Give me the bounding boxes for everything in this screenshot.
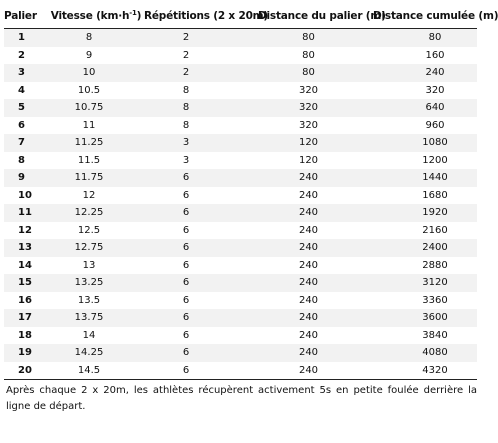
cell-distance-cumulee: 4080 [373, 344, 477, 362]
cell-repetitions: 8 [144, 117, 258, 135]
cell-distance-palier: 240 [258, 292, 373, 310]
table-row [4, 152, 477, 170]
cell-repetitions: 6 [144, 344, 258, 362]
table-row [4, 64, 477, 82]
table-row [4, 117, 477, 135]
cell-distance-cumulee: 1440 [373, 169, 477, 187]
cell-distance-palier: 240 [258, 222, 373, 240]
cell-palier: 12 [4, 222, 48, 240]
cell-distance-cumulee: 960 [373, 117, 477, 135]
cell-distance-palier: 120 [258, 152, 373, 170]
cell-vitesse: 14.5 [48, 362, 144, 380]
cell-repetitions: 2 [144, 29, 258, 47]
cell-palier: 1 [4, 29, 48, 47]
cell-vitesse: 11.5 [48, 152, 144, 170]
cell-distance-cumulee: 2160 [373, 222, 477, 240]
cell-repetitions: 6 [144, 327, 258, 345]
cell-distance-palier: 120 [258, 134, 373, 152]
cell-distance-cumulee: 2880 [373, 257, 477, 275]
table-row [4, 99, 477, 117]
header-vitesse-exponent: -1 [129, 9, 137, 17]
table-header [4, 4, 498, 29]
cell-vitesse: 12 [48, 187, 144, 205]
cell-distance-cumulee: 320 [373, 82, 477, 100]
cell-distance-palier: 80 [258, 64, 373, 82]
cell-distance-cumulee: 1920 [373, 204, 477, 222]
header-distance-cumulee: Distance cumulée (m) [373, 4, 477, 29]
cell-distance-cumulee: 1680 [373, 187, 477, 205]
table-row [4, 222, 477, 240]
cell-palier: 8 [4, 152, 48, 170]
cell-repetitions: 6 [144, 169, 258, 187]
cell-repetitions: 8 [144, 82, 258, 100]
header-palier: Palier [4, 4, 48, 29]
header-vitesse-close: ) [136, 10, 142, 22]
cell-distance-palier: 240 [258, 327, 373, 345]
cell-distance-cumulee: 3120 [373, 274, 477, 292]
cell-palier: 3 [4, 64, 48, 82]
cell-distance-cumulee: 640 [373, 99, 477, 117]
cell-palier: 13 [4, 239, 48, 257]
cell-vitesse: 12.25 [48, 204, 144, 222]
cell-palier: 5 [4, 99, 48, 117]
cell-vitesse: 13.75 [48, 309, 144, 327]
cell-distance-cumulee: 2400 [373, 239, 477, 257]
table-row [4, 292, 477, 310]
cell-distance-cumulee: 1080 [373, 134, 477, 152]
cell-repetitions: 3 [144, 134, 258, 152]
cell-vitesse: 11.25 [48, 134, 144, 152]
cell-vitesse: 10.5 [48, 82, 144, 100]
table-row [4, 134, 477, 152]
cell-distance-palier: 80 [258, 29, 373, 47]
cell-distance-palier: 240 [258, 169, 373, 187]
cell-vitesse: 14 [48, 327, 144, 345]
cell-palier: 2 [4, 47, 48, 65]
cell-distance-cumulee: 3840 [373, 327, 477, 345]
cell-palier: 9 [4, 169, 48, 187]
cell-palier: 18 [4, 327, 48, 345]
cell-distance-palier: 80 [258, 47, 373, 65]
cell-distance-palier: 240 [258, 239, 373, 257]
cell-repetitions: 6 [144, 239, 258, 257]
table-row [4, 274, 477, 292]
header-vitesse [48, 4, 144, 29]
cell-vitesse: 10 [48, 64, 144, 82]
cell-palier: 19 [4, 344, 48, 362]
header-vitesse-label: Vitesse (km·h [50, 10, 130, 22]
cell-repetitions: 8 [144, 99, 258, 117]
table-row [4, 362, 477, 380]
cell-palier: 20 [4, 362, 48, 380]
cell-palier: 11 [4, 204, 48, 222]
cell-repetitions: 6 [144, 292, 258, 310]
header-row [4, 4, 477, 29]
cell-repetitions: 2 [144, 47, 258, 65]
table-row [4, 204, 477, 222]
cell-vitesse: 13 [48, 257, 144, 275]
cell-palier: 6 [4, 117, 48, 135]
footnote: Après chaque 2 x 20m, les athlètes récupèrent activement 5s en petite foulée derrière la ligne de départ. [6, 385, 477, 412]
cell-palier: 14 [4, 257, 48, 275]
cell-vitesse: 8 [48, 29, 144, 47]
cell-distance-palier: 320 [258, 82, 373, 100]
cell-repetitions: 6 [144, 274, 258, 292]
cell-repetitions: 6 [144, 257, 258, 275]
table-row [4, 187, 477, 205]
cell-vitesse: 11 [48, 117, 144, 135]
cell-palier: 17 [4, 309, 48, 327]
cell-distance-cumulee: 240 [373, 64, 477, 82]
cell-vitesse: 13.5 [48, 292, 144, 310]
cell-distance-palier: 240 [258, 274, 373, 292]
table-row [4, 169, 477, 187]
cell-distance-cumulee: 3360 [373, 292, 477, 310]
cell-distance-palier: 240 [258, 187, 373, 205]
cell-distance-palier: 320 [258, 99, 373, 117]
table-row [4, 82, 477, 100]
cell-repetitions: 6 [144, 362, 258, 380]
cell-distance-palier: 240 [258, 257, 373, 275]
table-container [4, 4, 498, 415]
cell-distance-palier: 240 [258, 362, 373, 380]
table-row [4, 344, 477, 362]
cell-palier: 4 [4, 82, 48, 100]
cell-vitesse: 10.75 [48, 99, 144, 117]
table-body [4, 29, 477, 380]
cell-palier: 16 [4, 292, 48, 310]
cell-distance-palier: 320 [258, 117, 373, 135]
table-row [4, 47, 477, 65]
cell-distance-palier: 240 [258, 344, 373, 362]
cell-distance-cumulee: 3600 [373, 309, 477, 327]
cell-vitesse: 9 [48, 47, 144, 65]
header-repetitions: Répétitions (2 x 20m) [144, 4, 258, 29]
cell-vitesse: 12.75 [48, 239, 144, 257]
table-row [4, 309, 477, 327]
cell-palier: 15 [4, 274, 48, 292]
cell-distance-palier: 240 [258, 204, 373, 222]
cell-repetitions: 3 [144, 152, 258, 170]
table-row [4, 239, 477, 257]
table-row [4, 29, 477, 47]
cell-repetitions: 6 [144, 204, 258, 222]
cell-vitesse: 13.25 [48, 274, 144, 292]
cell-vitesse: 12.5 [48, 222, 144, 240]
cell-distance-cumulee: 80 [373, 29, 477, 47]
cell-distance-cumulee: 4320 [373, 362, 477, 380]
cell-repetitions: 6 [144, 222, 258, 240]
header-distance-palier: Distance du palier (m) [258, 4, 373, 29]
cell-repetitions: 6 [144, 187, 258, 205]
table-row [4, 257, 477, 275]
cell-repetitions: 2 [144, 64, 258, 82]
table-row [4, 327, 477, 345]
cell-distance-palier: 240 [258, 309, 373, 327]
cell-repetitions: 6 [144, 309, 258, 327]
cell-vitesse: 14.25 [48, 344, 144, 362]
cell-palier: 10 [4, 187, 48, 205]
cell-palier: 7 [4, 134, 48, 152]
cell-distance-cumulee: 1200 [373, 152, 477, 170]
cell-vitesse: 11.75 [48, 169, 144, 187]
cell-distance-cumulee: 160 [373, 47, 477, 65]
palier-table [4, 4, 498, 380]
